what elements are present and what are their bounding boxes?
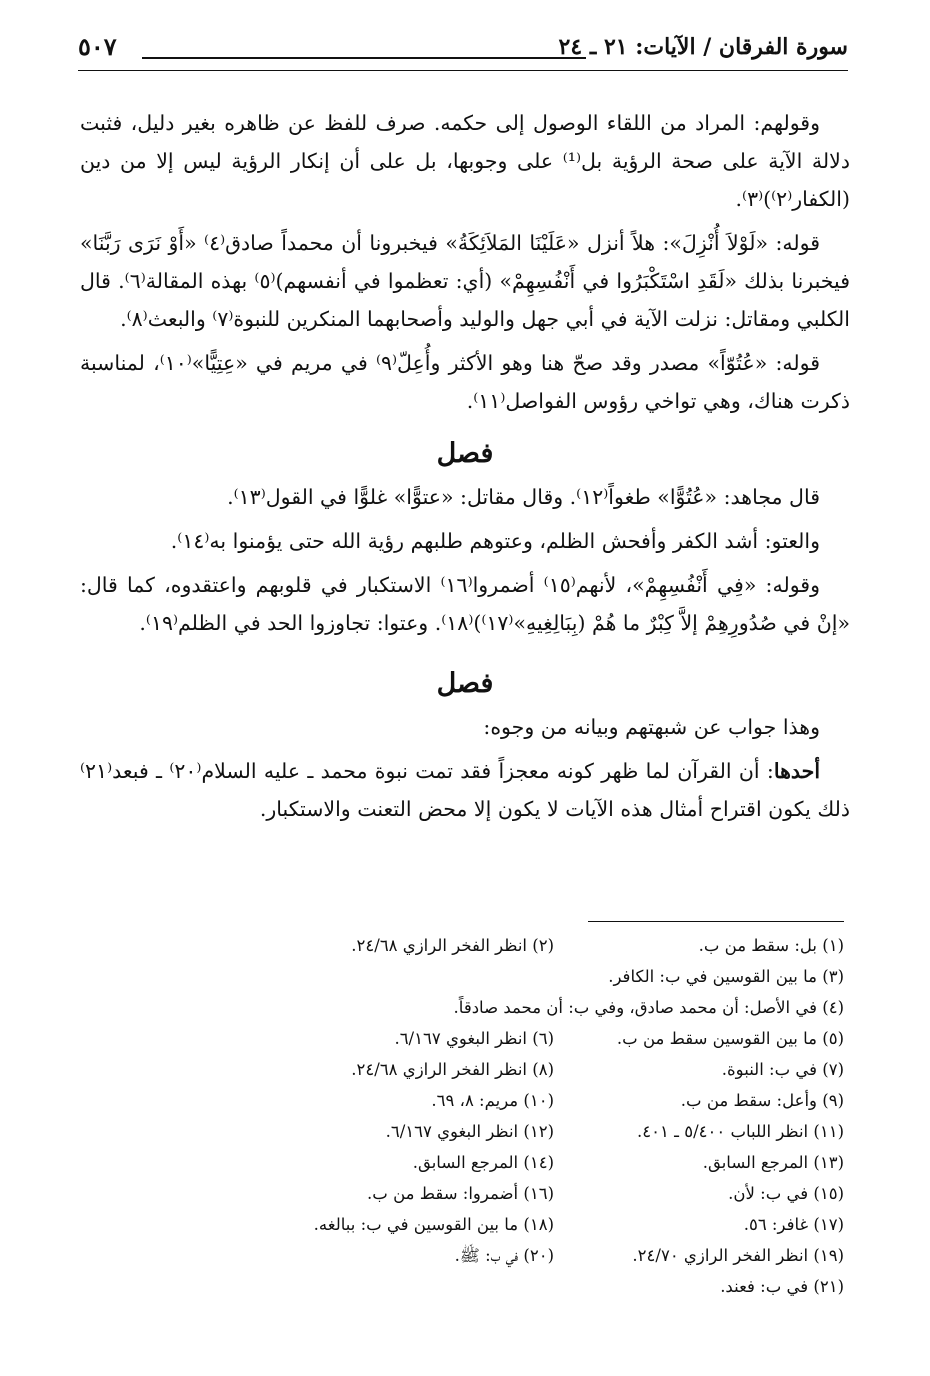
footnote-row — [244, 1271, 844, 1302]
paragraph-3: قوله: «عُتُوّاً» مصدر وقد صحّ هنا وهو الأكثر وأُعِلّ⁽٩⁾ في مريم في «عِتِيًّا»⁽١٠⁾، لمناسبة ذكرت هناك، وهي تواخي رؤوس الفواصل⁽١١⁾. — [80, 351, 850, 413]
main-text — [80, 104, 850, 828]
footnote: (٤) في الأصل: أن محمد صادق، وفي ب: أن محمد صادقاً. — [453, 998, 844, 1017]
footnote-row — [244, 992, 844, 1023]
footnote: (١٣) المرجع السابق. — [702, 1153, 844, 1172]
footnote: (١٤) المرجع السابق. — [412, 1153, 554, 1172]
paragraph-6: وقوله: «فِي أَنْفُسِهِمْ»، لأنهم⁽١٥⁾ أضمروا⁽١٦⁾ الاستكبار في قلوبهم واعتقدوه، كما قال: «إنْ في صُدُورِهِمْ إلاَّ كِبْرٌ ما هُمْ (بِبَالِغِيهِ»⁽١٧⁾)⁽١٨⁾. وعتوا: تجاوزوا الحد في الظلم⁽١٩⁾. — [80, 573, 850, 635]
footnote-row — [244, 1240, 844, 1271]
footnote-row — [244, 961, 844, 992]
footnote-row — [244, 1116, 844, 1147]
footnotes — [244, 930, 844, 1302]
footnote-row — [244, 930, 844, 961]
section-heading-2: فصل — [436, 668, 494, 699]
footnote: (١٢) انظر البغوي ٦/١٦٧. — [385, 1122, 554, 1141]
paragraph-8 — [80, 752, 850, 828]
paragraph-7: وهذا جواب عن شبهتهم وبيانه من وجوه: — [483, 715, 820, 739]
footnote: (٥) ما بين القوسين سقط من ب. — [616, 1029, 844, 1048]
running-title: سورة الفرقان / الآيات: ٢١ ـ ٢٤ — [558, 34, 848, 60]
footnote-row — [244, 1209, 844, 1240]
footnote: (٩) وأعل: سقط من ب. — [680, 1091, 844, 1110]
paragraph-8-text: : أن القرآن لما ظهر كونه معجزاً فقد تمت نبوة محمد ـ عليه السلام⁽٢٠⁾ ـ فبعد⁽٢١⁾ ذلك يكون اقتراح أمثال هذه الآيات لا يكون إلا محض التعنت والاستكبار. — [80, 759, 850, 821]
footnote: (٧) في ب: النبوة. — [721, 1060, 844, 1079]
footnote: (١٦) أضمروا: سقط من ب. — [367, 1184, 554, 1203]
footnote: (١١) انظر اللباب ٥/٤٠٠ ـ ٤٠١. — [637, 1122, 844, 1141]
paragraph-1: وقولهم: المراد من اللقاء الوصول إلى حكمه. صرف للفظ عن ظاهره بغير دليل، فثبت دلالة الآية على صحة الرؤية بل⁽¹⁾ على وجوبها، بل على أن إنكار الرؤية ليس إلا من دين (الكفار⁽٢⁾)⁽٣⁾. — [80, 111, 850, 211]
footnote: (٨) انظر الفخر الرازي ٢٤/٦٨. — [351, 1060, 554, 1079]
header-underline — [78, 70, 848, 71]
section-heading-1: فصل — [436, 438, 494, 469]
footnote-row — [244, 1054, 844, 1085]
page-number: ٥٠٧ — [78, 32, 117, 61]
footnote: (١٧) غافر: ٥٦. — [743, 1215, 844, 1234]
footnote: (٦) انظر البغوي ٦/١٦٧. — [394, 1029, 554, 1048]
footnote-row — [244, 1085, 844, 1116]
paragraph-4: قال مجاهد: «عُتُوًّا» طغواً⁽١٢⁾. وقال مقاتل: «عتوًّا» غلوًّا في القول⁽١٣⁾. — [227, 485, 820, 509]
footnote: (١٠) مريم: ٨، ٦٩. — [431, 1091, 554, 1110]
paragraph-5: والعتو: أشد الكفر وأفحش الظلم، وعتوهم طلبهم رؤية الله حتى يؤمنوا به⁽١٤⁾. — [170, 529, 820, 553]
paragraph-8-lead: أحدها — [773, 759, 821, 783]
footnote-row — [244, 1178, 844, 1209]
footnote: (٢١) في ب: فعند. — [720, 1277, 844, 1296]
header-rule — [142, 57, 586, 59]
footnote: (١٨) ما بين القوسين في ب: ببالغه. — [313, 1215, 554, 1234]
footnote-row — [244, 1147, 844, 1178]
footnote: (١٥) في ب: لأن. — [728, 1184, 844, 1203]
footnote: (١٩) انظر الفخر الرازي ٢٤/٧٠. — [632, 1246, 844, 1265]
footnote-row — [244, 1023, 844, 1054]
footnote-separator — [588, 921, 844, 922]
footnote: (٢) انظر الفخر الرازي ٢٤/٦٨. — [351, 936, 554, 955]
footnote: (١) بل: سقط من ب. — [698, 936, 844, 955]
footnote: (٣) ما بين القوسين في ب: الكافر. — [608, 967, 844, 986]
paragraph-2: قوله: «لَوْلاَ أُنْزِلَ»: هلاً أنزل «عَلَيْنَا المَلاَئِكَةُ» فيخبرونا أن محمداً صادق⁽٤⁾ «أَوْ نَرَى رَبَّنَا» فيخبرنا بذلك «لَقَدِ اسْتَكْبَرُوا في أَنْفُسِهِمْ» (أي: تعظموا في أنفسهم)⁽٥⁾ بهذه المقالة⁽٦⁾. قال الكلبي ومقاتل: نزلت الآية في أبي جهل والوليد وأصحابهما المنكرين للنبوة⁽٧⁾ والبعث⁽٨⁾. — [80, 231, 851, 331]
page-header — [78, 28, 848, 72]
footnote: (٢٠) في ب: ﷺ. — [454, 1246, 554, 1265]
